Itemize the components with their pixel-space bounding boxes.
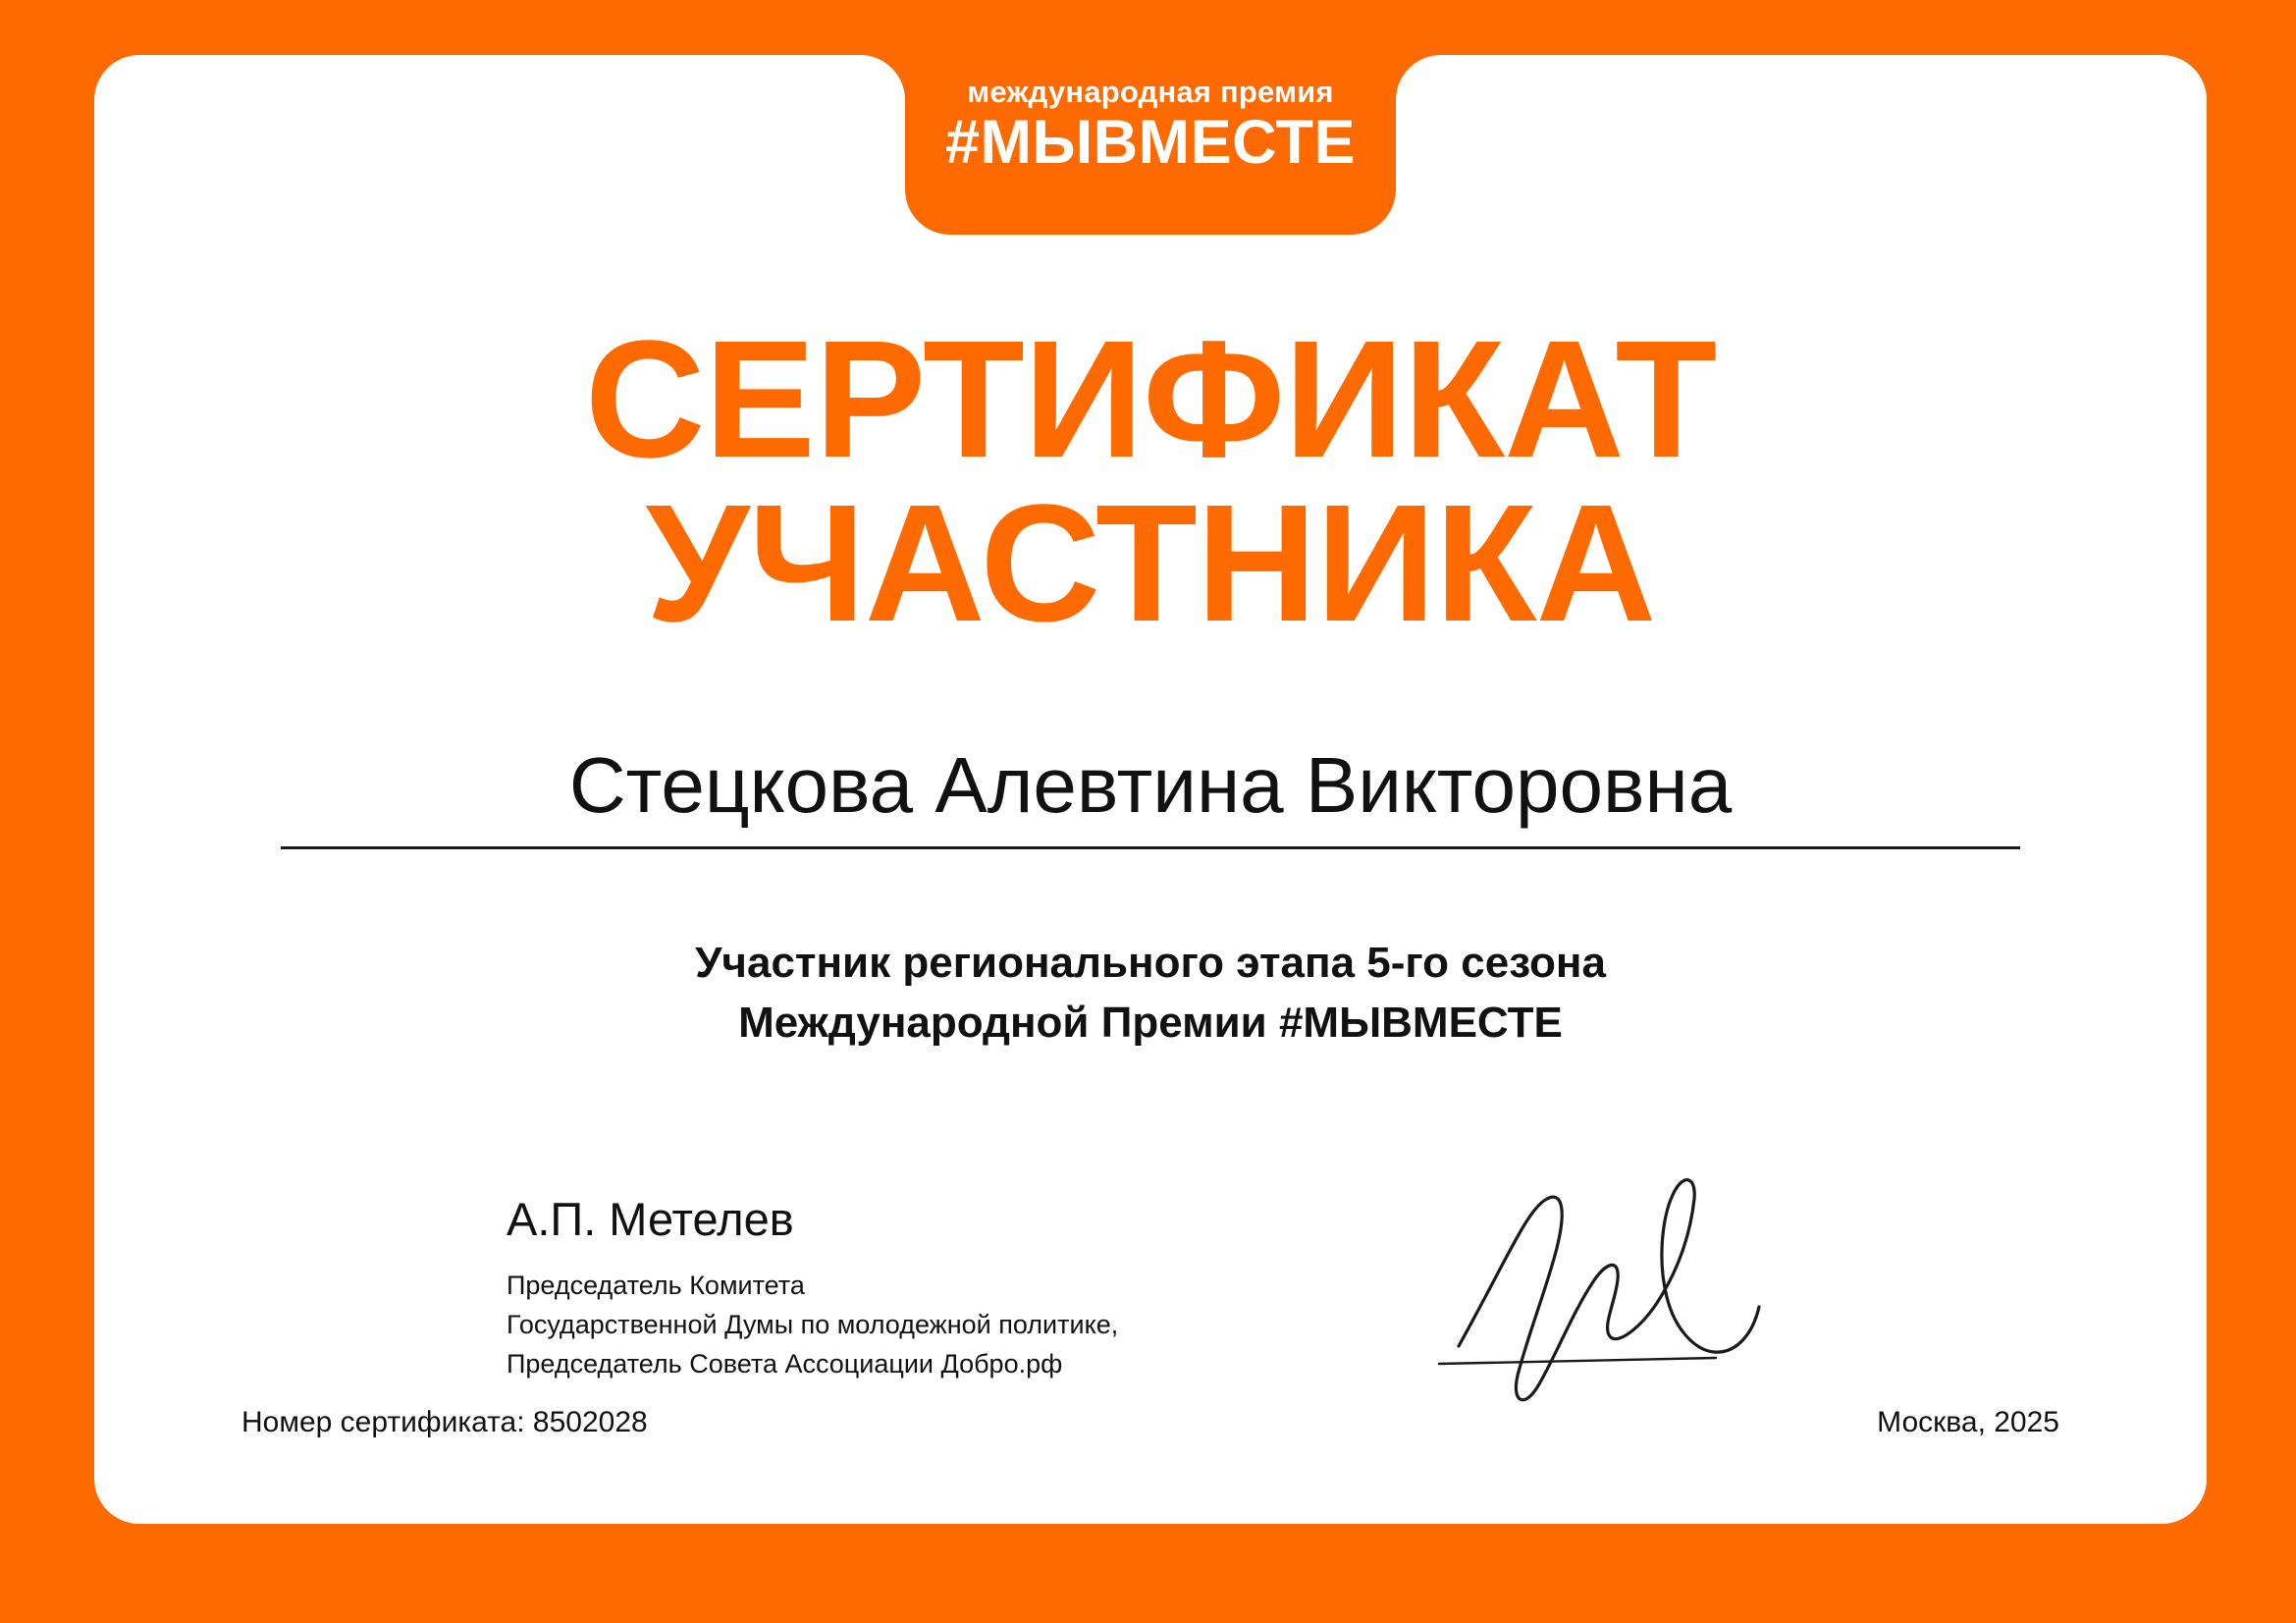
notch-fillet-left (860, 55, 905, 100)
page-title-line-2: УЧАСТНИКА (645, 469, 1656, 657)
recipient-underline (281, 846, 2020, 849)
signatory-role-line-2: Государственной Думы по молодежной политике, (507, 1309, 1119, 1339)
signatory-role-line-3: Председатель Совета Ассоциации Добро.рф (507, 1348, 1063, 1379)
award-logo-title: #МЫВМЕСТЕ (944, 108, 1357, 177)
notch-fillet-right (1396, 55, 1441, 100)
signatory-block (507, 1194, 1253, 1384)
recipient-block (281, 742, 2020, 849)
award-logo-pretitle: международная премия (967, 75, 1334, 109)
signature-icon (1400, 1140, 1871, 1434)
award-logo (905, 55, 1396, 235)
award-description-line-2: Международной Премии #МЫВМЕСТЕ (738, 998, 1563, 1047)
award-description (94, 934, 2207, 1053)
award-description-line-1: Участник регионального этапа 5-го сезона (695, 939, 1606, 987)
place-and-year: Москва, 2025 (1877, 1406, 2059, 1438)
page-title (94, 306, 2207, 657)
signatory-name: А.П. Метелев (507, 1193, 794, 1245)
signatory-role (507, 1267, 1253, 1384)
page-title-line-1: СЕРТИФИКАТ (584, 306, 1717, 493)
certificate-card (94, 55, 2207, 1524)
certificate-number: Номер сертификата: 8502028 (241, 1406, 648, 1438)
recipient-name: Стецкова Алевтина Викторовна (568, 741, 1733, 829)
signatory-role-line-1: Председатель Комитета (507, 1270, 805, 1300)
